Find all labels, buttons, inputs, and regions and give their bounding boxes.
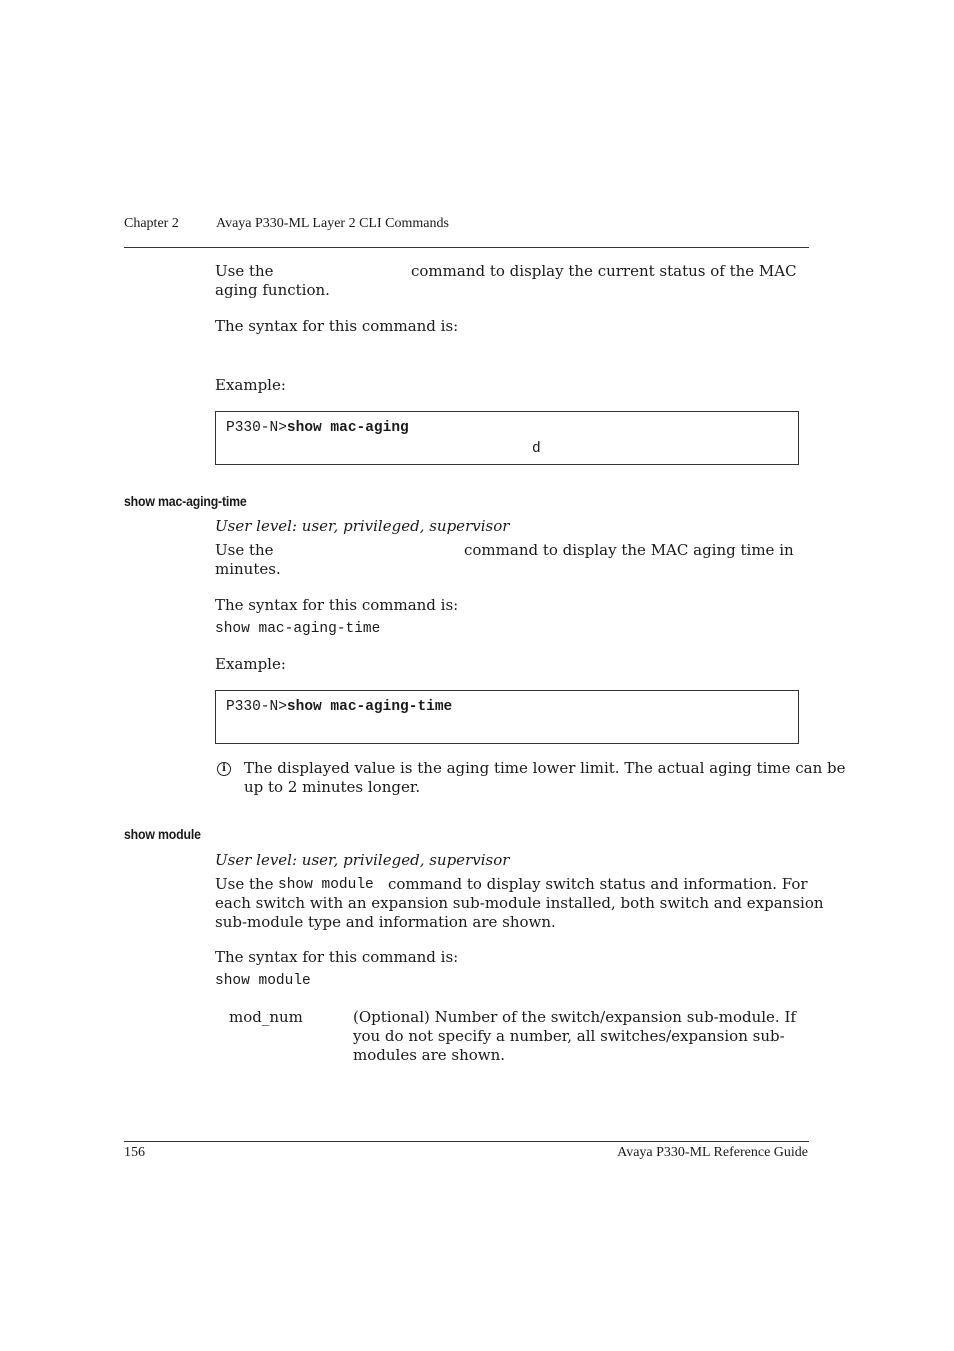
chapter-title: Avaya P330-ML Layer 2 CLI Commands — [216, 216, 449, 231]
s1-example-prompt: P330-N> — [226, 420, 287, 436]
s1-example-line — [226, 420, 409, 436]
s3-intro-cmd: show module — [278, 877, 374, 893]
s3-intro-a: Use the — [215, 875, 274, 893]
s3-intro-line3: sub-module type and information are shown. — [215, 913, 556, 931]
s2-example-line — [226, 699, 452, 715]
page-number: 156 — [124, 1145, 145, 1160]
s3-heading: show module — [124, 826, 201, 842]
s2-intro-b: command to display the MAC aging time in — [464, 541, 794, 559]
s3-param-name: mod_num — [229, 1008, 303, 1026]
s3-param-desc1: (Optional) Number of the switch/expansion sub-module. If — [353, 1008, 796, 1026]
s2-heading: show mac-aging-time — [124, 493, 247, 509]
s1-example-label: Example: — [215, 376, 286, 394]
s2-intro-c: minutes. — [215, 560, 281, 578]
s3-intro-line2: each switch with an expansion sub-module installed, both switch and expansion — [215, 894, 824, 912]
guide-title: Avaya P330-ML Reference Guide — [617, 1145, 808, 1160]
s3-user-level: User level: user, privileged, supervisor — [215, 851, 510, 869]
s1-syntax-label: The syntax for this command is: — [215, 317, 459, 335]
s2-example-label: Example: — [215, 655, 286, 673]
s3-syntax-label: The syntax for this command is: — [215, 948, 459, 966]
footer-rule — [124, 1141, 809, 1142]
s1-example-cmd: show mac-aging — [286, 420, 409, 436]
s2-syntax: show mac-aging-time — [215, 621, 381, 637]
s2-user-level: User level: user, privileged, supervisor — [215, 517, 510, 535]
s2-example-box — [215, 690, 799, 744]
s1-example-output: d — [532, 441, 541, 457]
s1-intro-b: command to display the current status of the MAC — [411, 262, 797, 280]
s1-example-box — [215, 411, 799, 465]
s1-intro-a: Use the — [215, 262, 274, 280]
s3-intro-b: command to display switch status and information. For — [388, 875, 808, 893]
s3-syntax: show module — [215, 973, 311, 989]
s1-intro-c: aging function. — [215, 281, 330, 299]
s3-param-desc3: modules are shown. — [353, 1046, 506, 1064]
header-rule — [124, 247, 809, 248]
s2-note-line2: up to 2 minutes longer. — [244, 778, 421, 796]
s2-example-cmd: show mac-aging-time — [286, 699, 453, 715]
s2-example-prompt: P330-N> — [226, 699, 287, 715]
chapter-label: Chapter 2 — [124, 216, 179, 231]
s2-intro-a: Use the — [215, 541, 274, 559]
s3-param-desc2: you do not specify a number, all switches/expansion sub- — [353, 1027, 785, 1045]
s2-syntax-label: The syntax for this command is: — [215, 596, 459, 614]
s2-note-line1: The displayed value is the aging time lower limit. The actual aging time can be — [244, 759, 846, 777]
info-icon: i — [217, 762, 231, 776]
